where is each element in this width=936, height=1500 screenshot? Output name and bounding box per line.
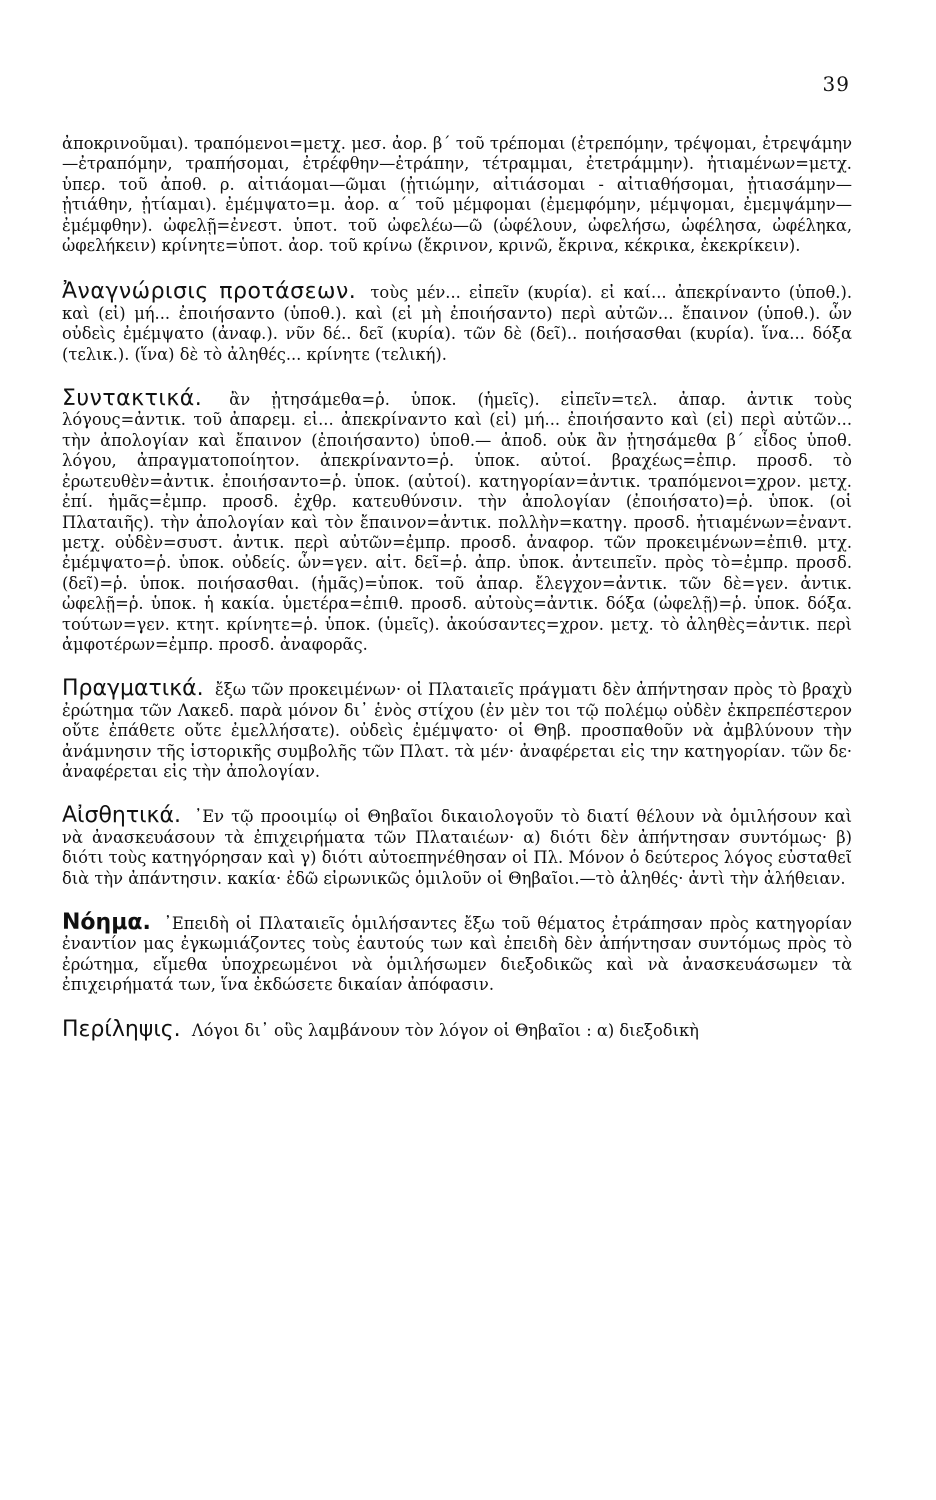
meaning-heading: Νόημα. (62, 910, 151, 935)
page-body (62, 134, 852, 1065)
recognition-paragraph (62, 279, 852, 365)
summary-heading: Περίληψις. (62, 1016, 181, 1042)
aesthetic-paragraph (62, 803, 852, 889)
summary-text: Λόγοι δι᾽ οὓς λαμβάνουν τὸν λόγον οἱ Θηβαῖοι : α) διεξοδικὴ (191, 1020, 699, 1040)
pragmatic-heading: Πραγματικά. (62, 676, 204, 702)
recognition-text: τοὺς μέν... εἰπεῖν (κυρία). εἰ καί... ἀπεκρίναντο (ὑποθ.). καὶ (εἰ) μή... ἐποιήσαντο (ὑποθ.). καὶ (εἰ μὴ ἐποιήσαντο) περὶ αὐτῶν... ἔπαινον (ὑποθ.). ὧν οὐδεὶς ἐμέμψατο (ἀναφ.). νῦν δέ.. δεῖ (κυρία). τῶν δὲ (δεῖ).. ποιήσασθαι (κυρία). ἵνα... δόξα (τελικ.). (ἵνα) δὲ τὸ ἀληθές... κρίνητε (τελική). (62, 283, 852, 364)
meaning-paragraph (62, 910, 852, 996)
syntax-heading: Συντακτικά. (62, 386, 203, 412)
syntax-text: ἂν ᾐτησάμεθα=ῥ. ὑποκ. (ἡμεῖς). εἰπεῖν=τελ. ἀπαρ. ἀντικ τοὺς λόγους=ἀντικ. τοῦ ἀπαρεμ. εἰ... ἀπεκρίναντο καὶ (εἰ) μή... ἐποιήσαντο καὶ (εἰ) περὶ αὐτῶν... τὴν ἀπολογίαν καὶ ἔπαινον (ἐποιήσαντο) ὑποθ.— ἀποδ. οὐκ ἂν ᾐτησάμεθα β΄ εἶδος ὑποθ. λόγου, ἀπραγματοποίητον. ἀπεκρίναντο=ῥ. ὑποκ. αὐτοί. βραχέως=ἐπιρ. προσδ. τὸ ἐρωτευθὲν=ἀντικ. ἐποιήσαντο=ῥ. ὑποκ. (αὐτοί). κατηγορίαν=ἀντικ. τραπόμενοι=χρον. μετχ. ἐπί. ἡμᾶς=ἐμπρ. προσδ. ἐχθρ. κατευθύνσιν. τὴν ἀπολογίαν (ἐποιήσατο)=ῥ. ὑποκ. (οἱ Πλαταιῆς). τὴν ἀπολογίαν καὶ τὸν ἔπαινον=ἀντικ. πολλὴν=κατηγ. προσδ. ἠτιαμένων=ἐναντ. μετχ. οὐδὲν=συστ. ἀντικ. περὶ αὐτῶν=ἐμπρ. προσδ. ἀναφορ. τῶν προκειμένων=ἐπιθ. μτχ. ἐμέμψατο=ῥ. ὑποκ. οὐδείς. ὧν=γεν. αἰτ. δεῖ=ῥ. ἀπρ. ὑποκ. ἀντειπεῖν. πρὸς τὸ=ἐμπρ. προσδ. (δεῖ)=ῥ. ὑποκ. ποιήσασθαι. (ἡμᾶς)=ὑποκ. τοῦ ἀπαρ. ἔλεγχον=ἀντικ. τῶν δὲ=γεν. ἀντικ. ὠφελῇ=ῥ. ὑποκ. ἡ κακία. ὑμετέρα=ἐπιθ. προσδ. αὐτοὺς=ἀντικ. δόξα (ὠφελῇ)=ῥ. ὑποκ. δόξα. τούτων=γεν. κτητ. κρίνητε=ῥ. ὑποκ. (ὑμεῖς). ἀκούσαντες=χρον. μετχ. τὸ ἀληθὲς=ἀντικ. περὶ ἀμφοτέρων=ἐμπρ. προσδ. ἀναφορᾶς. (62, 390, 852, 654)
summary-paragraph (62, 1016, 852, 1042)
syntax-paragraph (62, 386, 852, 655)
aesthetic-text: ᾿Εν τῷ προοιμίῳ οἱ Θηβαῖοι δικαιολογοῦν τὸ διατί θέλουν νὰ ὁμιλήσουν καὶ νὰ ἀνασκευάσουν τὰ ἐπιχειρήματα τῶν Πλαταιέων· α) διότι δὲν ἀπήντησαν συντόμως· β) διότι τοὺς κατηγόρησαν καὶ γ) διότι αὐτοεπηνέθησαν οἱ Πλ. Μόνον ὁ δεύτερος λόγος εὐσταθεῖ διὰ τὴν ἀπάντησιν. κακία· ἐδῶ εἰρωνικῶς ὁμιλοῦν οἱ Θηβαῖοι.—τὸ ἀληθές· ἀντὶ τὴν ἀλήθειαν. (62, 807, 852, 888)
pragmatic-paragraph (62, 676, 852, 782)
meaning-text: ᾿Επειδὴ οἱ Πλαταιεῖς ὁμιλήσαντες ἔξω τοῦ θέματος ἐτράπησαν πρὸς κατηγορίαν ἐναντίον μας ἐγκωμιάζοντες τοὺς ἑαυτούς των καὶ ἐπειδὴ δὲν ἀπήντησαν συντόμως πρὸς τὸ ἐρώτημα, εἴμεθα ὑποχρεωμένοι νὰ ὁμιλήσωμεν διεξοδικῶς καὶ νὰ ἀνασκευάσωμεν τὰ ἐπιχειρήματά των, ἵνα ἐκδώσετε δικαίαν ἀπόφασιν. (62, 914, 852, 995)
recognition-heading: Ἀναγνώρισις προτάσεων. (62, 279, 357, 305)
pragmatic-text: ἔξω τῶν προκειμένων· οἱ Πλαταιεῖς πράγματι δὲν ἀπήντησαν πρὸς τὸ βραχὺ ἐρώτημα τῶν Λακεδ. παρὰ μόνον δι᾽ ἑνὸς στίχου (ἐν μὲν τοι τῷ πολέμῳ οὐδὲν ἐκπρεπέστερον οὔτε ἐπάθετε οὔτε ἐμελλήσατε). οὐδεὶς ἐμέμψατο· οἱ Θηβ. προσπαθοῦν νὰ ἀμβλύνουν τὴν ἀνάμνησιν τῆς ἱστορικῆς συμβολῆς τῶν Πλατ. τὰ μέν· ἀναφέρεται εἰς την κατηγορίαν. τῶν δε· ἀναφέρεται εἰς τὴν ἀπολογίαν. (62, 680, 852, 781)
intro-paragraph (62, 134, 852, 256)
aesthetic-heading: Αἰσθητικά. (62, 803, 181, 829)
page-number: 39 (822, 72, 850, 96)
intro-text: ἀποκρινοῦμαι). τραπόμενοι=μετχ. μεσ. ἀορ. β΄ τοῦ τρέπομαι (ἐτρεπόμην, τρέψομαι, ἐτρεψάμην—ἐτραπόμην, τραπήσομαι, ἐτρέφθην—ἐτράπην, τέτραμμαι, ἐτετράμμην). ἠτιαμένων=μετχ. ὑπερ. τοῦ ἀποθ. ρ. αἰτιάομαι—ῶμαι (ᾐτιώμην, αἰτιάσομαι - αἰτιαθήσομαι, ᾐτιασάμην—ᾐτιάθην, ᾐτίαμαι). ἐμέμψατο=μ. ἀορ. α΄ τοῦ μέμφομαι (ἐμεμφόμην, μέμψομαι, ἐμεμψάμην—ἐμέμφθην). ὠφελῇ=ἐνεστ. ὑποτ. τοῦ ὠφελέω—ῶ (ὠφέλουν, ὠφελήσω, ὠφέλησα, ὠφέληκα, ὠφελήκειν) κρίνητε=ὑποτ. ἀορ. τοῦ κρίνω (ἔκρινον, κρινῶ, ἔκρινα, κέκρικα, ἐκεκρίκειν). (62, 134, 852, 256)
